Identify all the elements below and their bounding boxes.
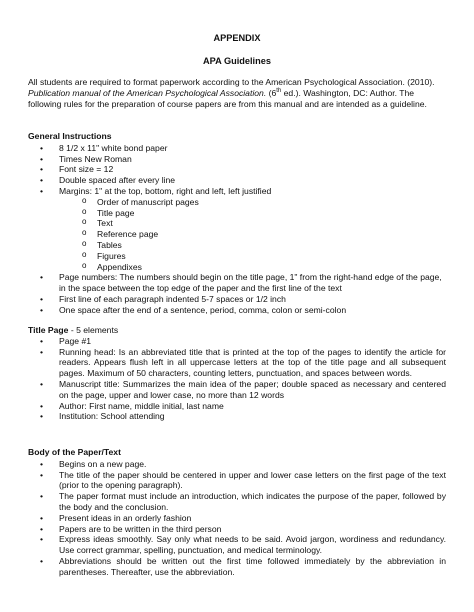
list-item: • Institution: School attending <box>28 411 446 422</box>
title-page-list <box>28 336 446 422</box>
list-item: • 8 1/2 x 11" white bond paper <box>28 143 446 154</box>
general-heading: General Instructions <box>28 131 112 141</box>
general-list <box>28 143 446 316</box>
title-page-heading-suffix: - 5 elements <box>68 325 119 335</box>
sub-list-item: o Reference page <box>59 229 446 240</box>
list-item: • One space after the end of a sentence, period, comma, colon or semi-colon <box>28 305 446 316</box>
list-item: • Express ideas smoothly. Say only what needs to be said. Avoid jargon, wordiness and redundancy. Use correct grammar, spelling, punctuation, and medical terminology. <box>28 534 446 556</box>
body-section <box>28 447 446 578</box>
list-item: • Times New Roman <box>28 154 446 165</box>
intro-superscript: th <box>276 87 282 94</box>
sub-list-item: o Text <box>59 218 446 229</box>
list-item: • The paper format must include an introduction, which indicates the purpose of the paper, followed by the body and the conclusion. <box>28 491 446 513</box>
page-subtitle: APA Guidelines <box>203 56 271 66</box>
margins-item-text: Margins: 1" at the top, bottom, right and left, left justified <box>59 185 272 196</box>
sub-list-item: o Tables <box>59 240 446 251</box>
list-item <box>28 186 446 272</box>
list-item: • Author: First name, middle initial, last name <box>28 401 446 412</box>
list-item: • Running head: Is an abbreviated title that is printed at the top of the pages to identify the article for readers. Appears flush left in all uppercase letters at the top of the title page and all subsequent pages. Maximum of 50 characters, counting letters, punctuation, and spaces between words. <box>28 347 446 379</box>
sub-list-item: o Order of manuscript pages <box>59 197 446 208</box>
title-page-section <box>28 325 446 422</box>
list-item: • Manuscript title: Summarizes the main idea of the paper; double spaced as necessary and centered on the page, upper and lower case, no more than 12 words <box>28 379 446 401</box>
general-section <box>28 131 446 316</box>
intro-publication-title: Publication manual of the American Psychological Association. <box>28 87 267 98</box>
sub-list-item: o Title page <box>59 208 446 219</box>
list-item: • Page numbers: The numbers should begin on the title page, 1" from the right-hand edge of the page, in the space between the top edge of the paper and the first line of the text <box>28 272 446 294</box>
page-title: APPENDIX <box>213 33 261 43</box>
list-item: • Double spaced after every line <box>28 175 446 186</box>
list-item: • Begins on a new page. <box>28 459 446 470</box>
list-item: • Papers are to be written in the third person <box>28 524 446 535</box>
list-item: • Abbreviations should be written out the first time followed immediately by the abbreviation in parentheses. Thereafter, use the abbreviation. <box>28 556 446 578</box>
sub-list <box>59 197 446 273</box>
intro-text-2: (6 <box>266 87 277 98</box>
title-page-heading: Title Page <box>28 325 69 335</box>
body-heading: Body of the Paper/Text <box>28 447 121 457</box>
intro-text-3: ed.). Washington, DC: Author. The following rules for the preparation of course papers are from this manual and are intended as a guideline. <box>28 87 427 109</box>
intro-text-1: All students are required to format paperwork according to the American Psychological Association. (2010). <box>28 77 435 87</box>
list-item: • The title of the paper should be centered in upper and lower case letters on the first page of the text (prior to the opening paragraph). <box>28 470 446 492</box>
sub-list-item: o Appendixes <box>59 262 446 273</box>
list-item: • Page #1 <box>28 336 446 347</box>
list-item: • Present ideas in an orderly fashion <box>28 513 446 524</box>
body-list <box>28 459 446 578</box>
title-page-heading-line <box>28 325 446 336</box>
list-item: • First line of each paragraph indented 5-7 spaces or 1/2 inch <box>28 294 446 305</box>
list-item: • Font size = 12 <box>28 164 446 175</box>
intro-paragraph <box>28 77 438 109</box>
sub-list-item: o Figures <box>59 251 446 262</box>
